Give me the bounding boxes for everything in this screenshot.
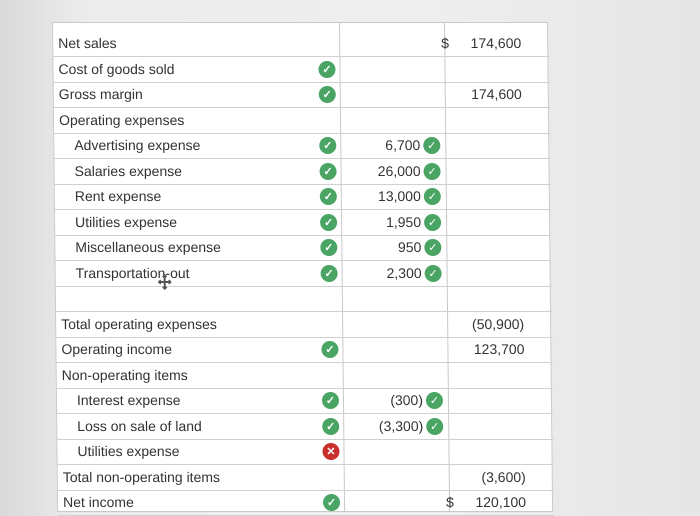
check-circle-icon: ✓ bbox=[423, 137, 440, 154]
total-value[interactable]: (3,600) bbox=[481, 468, 526, 485]
amount-value[interactable]: 950 bbox=[397, 239, 422, 255]
statement-row bbox=[57, 363, 553, 388]
amount-value[interactable]: 6,700 bbox=[385, 137, 421, 153]
dollar-sign: $ bbox=[441, 35, 450, 51]
check-circle-icon: ✓ bbox=[425, 265, 442, 282]
total-value[interactable]: (50,900) bbox=[471, 315, 525, 332]
amount-value[interactable]: 1,950 bbox=[385, 213, 422, 230]
row-label[interactable]: Transportation-out bbox=[75, 264, 190, 281]
statement-row bbox=[54, 82, 550, 107]
row-label[interactable]: Rent expense bbox=[74, 188, 162, 204]
amount-value[interactable]: 13,000 bbox=[377, 188, 421, 204]
check-circle-icon: ✓ bbox=[321, 265, 338, 282]
check-circle-icon: ✓ bbox=[424, 239, 441, 256]
statement-row bbox=[56, 312, 552, 337]
row-label[interactable]: Utilities expense bbox=[75, 213, 178, 230]
statement-row bbox=[53, 57, 549, 82]
statement-row bbox=[56, 286, 552, 311]
row-label[interactable]: Net sales bbox=[58, 35, 117, 51]
total-value[interactable]: 120,100 bbox=[475, 494, 527, 510]
income-statement-sheet bbox=[52, 22, 553, 512]
row-label[interactable]: Non-operating items bbox=[61, 366, 188, 383]
statement-row bbox=[55, 235, 551, 260]
statement-row bbox=[54, 159, 550, 184]
check-circle-icon: ✓ bbox=[321, 341, 338, 358]
statement-row bbox=[54, 108, 550, 133]
statement-row bbox=[53, 31, 549, 56]
statement-grid bbox=[52, 22, 553, 512]
row-label[interactable]: Utilities expense bbox=[77, 443, 180, 459]
statement-row bbox=[56, 337, 552, 362]
statement-row bbox=[57, 388, 553, 413]
total-value[interactable]: 174,600 bbox=[470, 35, 522, 51]
x-circle-icon: ✕ bbox=[322, 443, 339, 460]
row-label[interactable]: Advertising expense bbox=[74, 137, 201, 153]
amount-value[interactable]: 2,300 bbox=[386, 264, 422, 281]
amount-value[interactable]: (300) bbox=[390, 392, 424, 408]
row-label[interactable]: Net income bbox=[62, 494, 134, 510]
check-circle-icon: ✓ bbox=[318, 61, 335, 78]
row-label[interactable]: Total operating expenses bbox=[61, 315, 217, 332]
statement-row bbox=[58, 490, 554, 515]
row-label[interactable]: Interest expense bbox=[76, 392, 181, 408]
row-label[interactable]: Salaries expense bbox=[74, 162, 183, 179]
row-label[interactable]: Miscellaneous expense bbox=[75, 239, 221, 255]
amount-value[interactable]: 26,000 bbox=[377, 162, 421, 179]
statement-row bbox=[57, 439, 553, 464]
check-circle-icon: ✓ bbox=[319, 86, 336, 103]
row-label[interactable]: Operating expenses bbox=[58, 111, 185, 128]
check-circle-icon: ✓ bbox=[423, 163, 440, 180]
check-circle-icon: ✓ bbox=[320, 239, 337, 256]
statement-row bbox=[55, 261, 551, 286]
check-circle-icon: ✓ bbox=[426, 392, 443, 409]
row-label[interactable]: Total non-operating items bbox=[62, 468, 221, 485]
check-circle-icon: ✓ bbox=[323, 494, 340, 511]
statement-row bbox=[54, 133, 550, 158]
check-circle-icon: ✓ bbox=[424, 214, 441, 231]
total-value[interactable]: 174,600 bbox=[471, 86, 522, 102]
check-circle-icon: ✓ bbox=[322, 392, 339, 409]
row-label[interactable]: Gross margin bbox=[58, 86, 143, 102]
statement-row bbox=[57, 414, 553, 439]
check-circle-icon: ✓ bbox=[426, 418, 443, 435]
statement-row bbox=[55, 184, 551, 209]
check-circle-icon: ✓ bbox=[319, 137, 336, 154]
total-value[interactable]: 123,700 bbox=[473, 341, 525, 357]
dollar-sign: $ bbox=[445, 494, 454, 510]
amount-value[interactable]: (3,300) bbox=[378, 417, 424, 434]
check-circle-icon: ✓ bbox=[320, 214, 337, 231]
row-label[interactable]: Operating income bbox=[61, 341, 173, 357]
row-label[interactable]: Loss on sale of land bbox=[77, 417, 202, 434]
check-circle-icon: ✓ bbox=[320, 188, 337, 205]
check-circle-icon: ✓ bbox=[424, 188, 441, 205]
statement-row bbox=[55, 210, 551, 235]
check-circle-icon: ✓ bbox=[322, 418, 339, 435]
check-circle-icon: ✓ bbox=[319, 163, 336, 180]
row-label[interactable]: Cost of goods sold bbox=[58, 60, 175, 77]
statement-row bbox=[58, 465, 554, 490]
move-cursor-icon bbox=[158, 274, 172, 290]
